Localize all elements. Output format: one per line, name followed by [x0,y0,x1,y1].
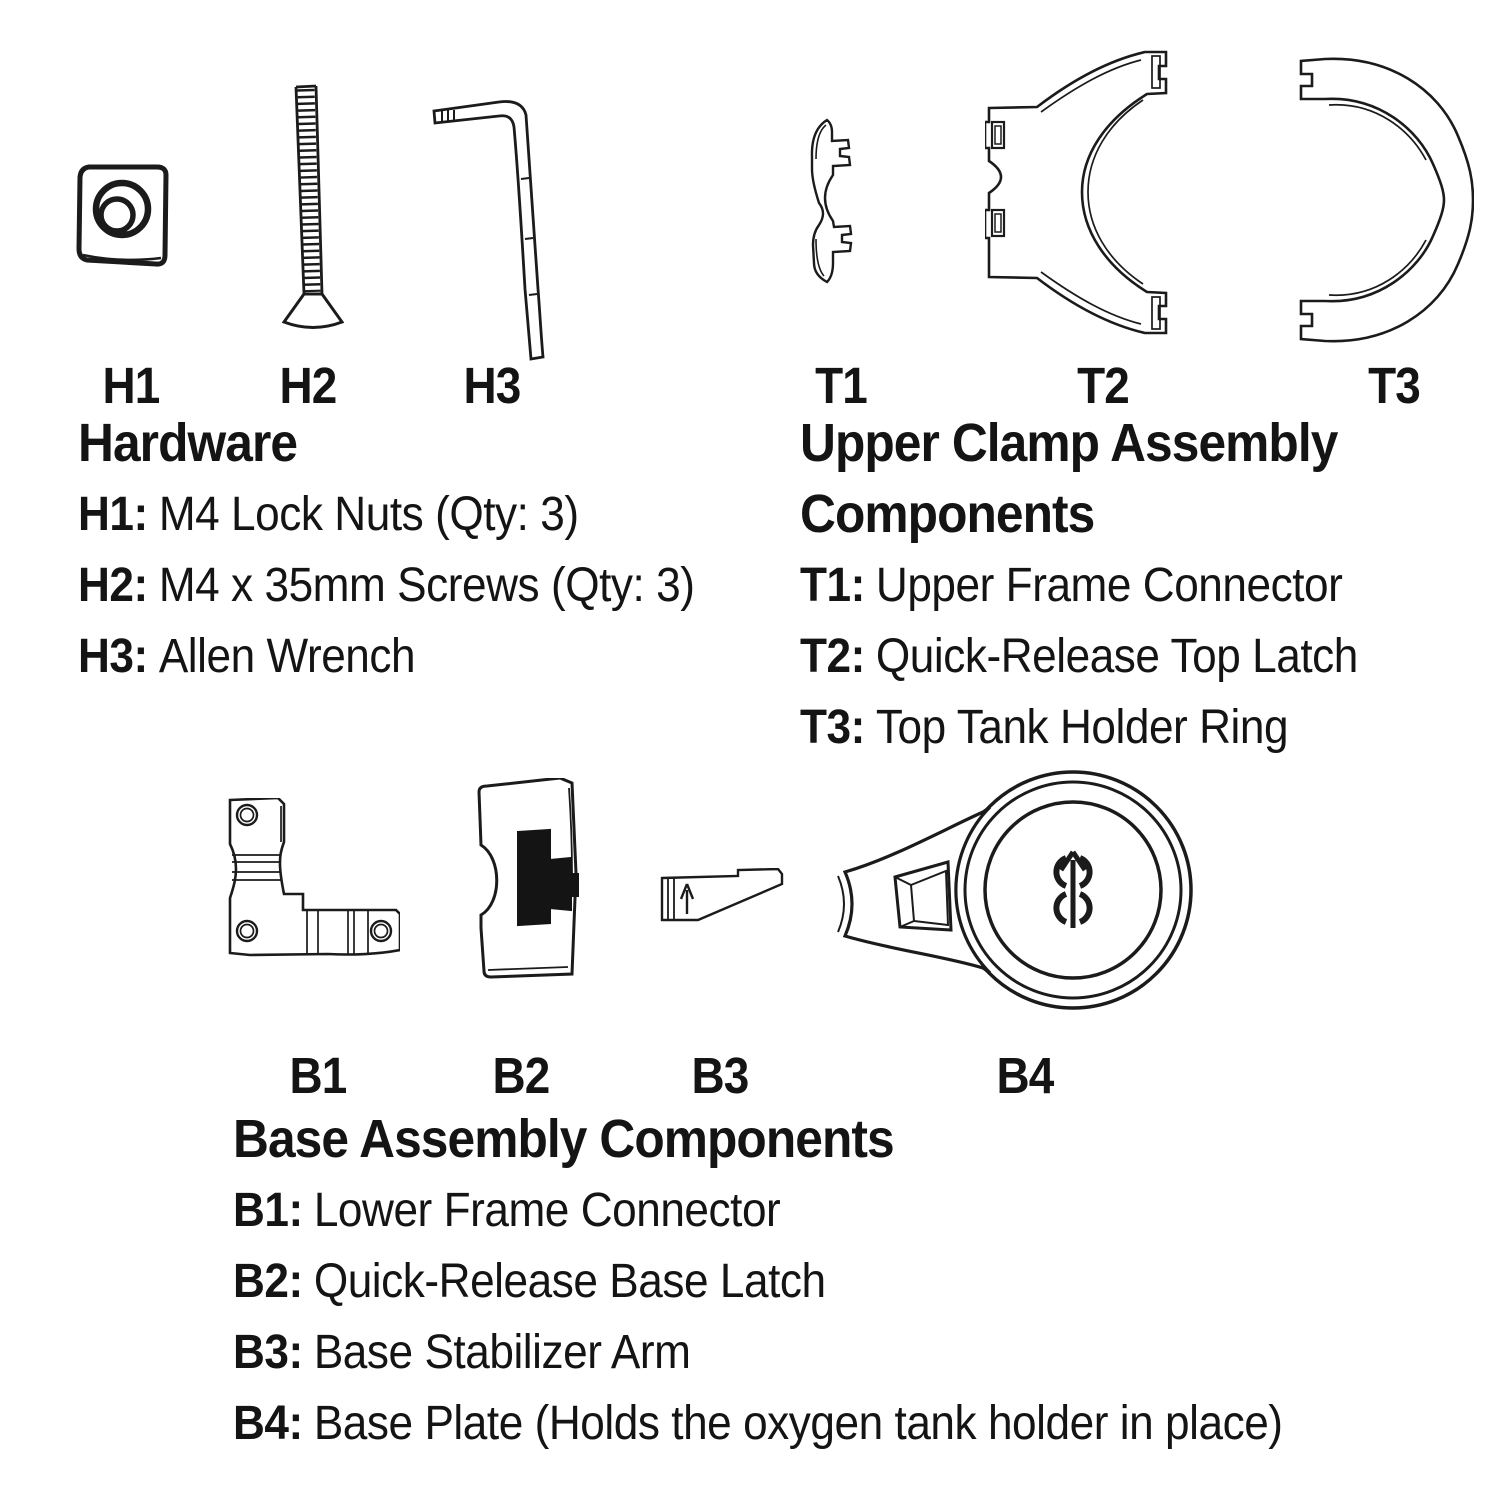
upper-clamp-item-t1 [800,550,1358,621]
hardware-item-h3 [78,621,694,692]
part-label-t2: T2 [1077,357,1129,414]
hardware-item-h1-code: H1: [78,488,148,541]
upper-clamp-section [800,408,1358,763]
base-item-b3 [233,1317,1283,1388]
upper-clamp-heading-line2: Components [800,484,1095,544]
upper-clamp-item-t1-code: T1: [800,559,865,612]
base-item-b3-code: B3: [233,1326,303,1379]
h3-allen-wrench-drawing [429,99,549,365]
upper-clamp-item-t3-code: T3: [800,701,865,754]
part-label-t1: T1 [815,357,867,414]
part-label-b1: B1 [289,1047,347,1104]
hardware-heading: Hardware [78,413,298,473]
upper-clamp-item-t2-code: T2: [800,630,865,683]
base-item-b2-text: Quick-Release Base Latch [313,1255,826,1308]
base-item-b1-code: B1: [233,1184,303,1237]
part-label-t3: T3 [1368,357,1420,414]
base-heading: Base Assembly Components [233,1109,894,1169]
t2-quick-release-top-latch-drawing [985,50,1170,335]
part-label-b4: B4 [996,1047,1054,1104]
base-section [233,1104,1283,1459]
base-item-b2 [233,1246,1283,1317]
upper-clamp-item-t2-text: Quick-Release Top Latch [875,630,1358,683]
part-label-h1: H1 [102,357,160,414]
part-label-b3: B3 [691,1047,749,1104]
hardware-item-h3-text: Allen Wrench [158,630,416,683]
b3-base-stabilizer-arm-drawing [660,868,784,928]
base-item-b2-code: B2: [233,1255,303,1308]
base-item-b4-code: B4: [233,1397,303,1450]
hardware-item-h3-code: H3: [78,630,148,683]
upper-clamp-heading-line1: Upper Clamp Assembly [800,413,1338,473]
b1-lower-frame-connector-drawing [228,798,400,958]
upper-clamp-item-t1-text: Upper Frame Connector [875,559,1343,612]
base-item-b1 [233,1175,1283,1246]
h1-lock-nut-drawing [71,158,171,273]
hardware-item-h1-text: M4 Lock Nuts (Qty: 3) [158,488,579,541]
hardware-item-h1 [78,479,694,550]
base-item-b4-text: Base Plate (Holds the oxygen tank holder in place) [313,1397,1283,1450]
hardware-item-h2-text: M4 x 35mm Screws (Qty: 3) [158,559,695,612]
hardware-section [78,408,694,692]
hardware-item-h2 [78,550,694,621]
hardware-item-h2-code: H2: [78,559,148,612]
t1-upper-frame-connector-drawing [805,117,860,287]
part-label-h3: H3 [463,357,521,414]
part-label-h2: H2 [279,357,337,414]
part-label-b2: B2 [492,1047,550,1104]
upper-clamp-item-t3 [800,692,1358,763]
b2-quick-release-base-latch-drawing [468,778,592,982]
base-item-b4 [233,1388,1283,1459]
upper-clamp-item-t3-text: Top Tank Holder Ring [875,701,1289,754]
base-item-b1-text: Lower Frame Connector [313,1184,781,1237]
base-item-b3-text: Base Stabilizer Arm [313,1326,691,1379]
b4-base-plate-drawing [833,760,1195,1010]
upper-clamp-item-t2 [800,621,1358,692]
t3-top-tank-holder-ring-drawing [1298,56,1474,344]
h2-screw-drawing [282,84,344,336]
